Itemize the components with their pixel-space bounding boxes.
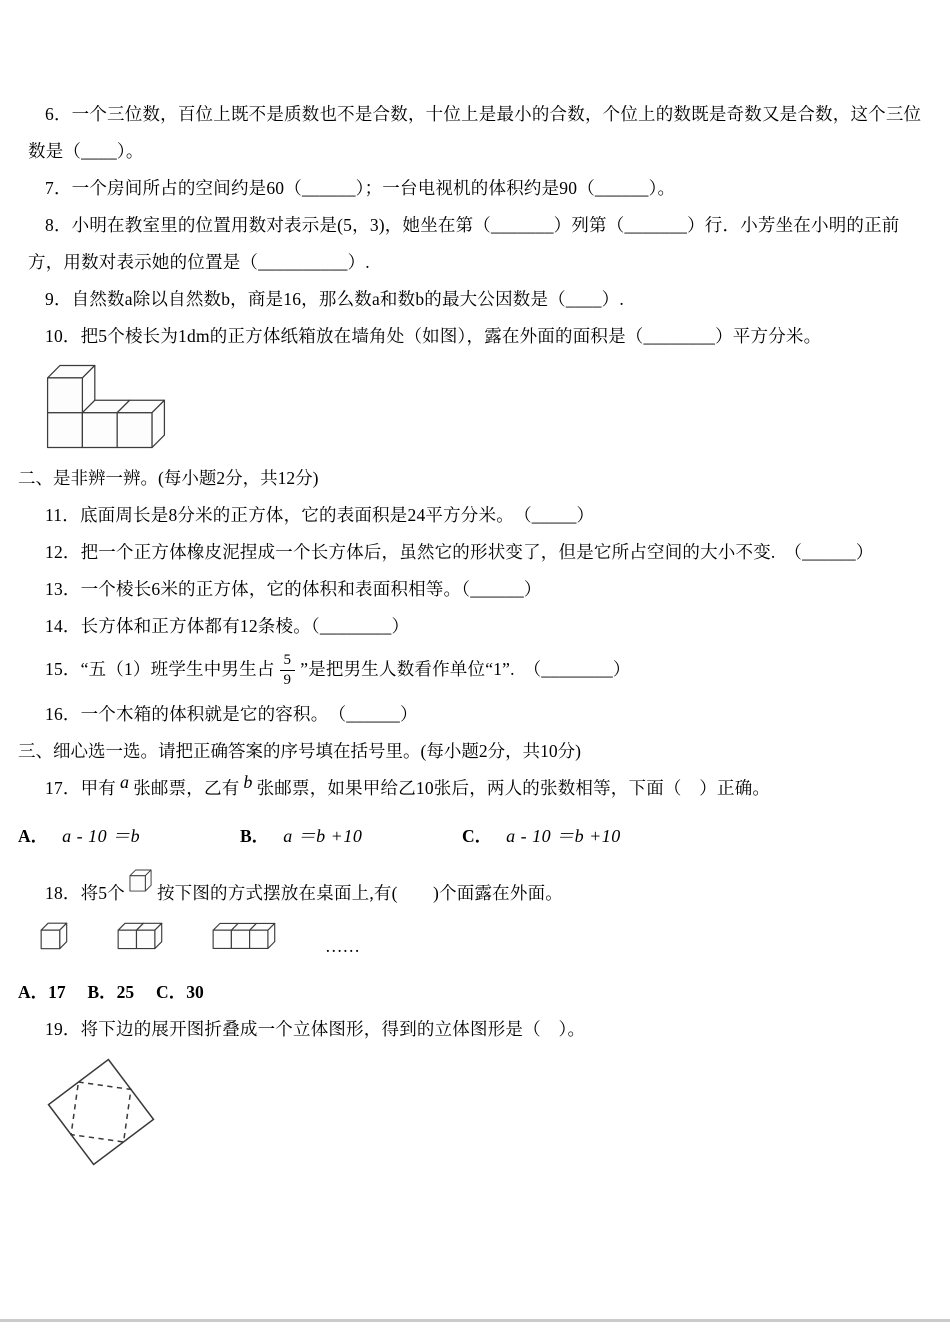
question-10: 10．把5个棱长为1dm的正方体纸箱放在墙角处（如图），露在外面的面积是（________）平方分米。	[45, 326, 822, 346]
question-15-text-pre: 15．“五（1）班学生中男生占	[45, 659, 275, 679]
two-cube-row-icon	[117, 922, 164, 956]
question-11: 11．底面周长是8分米的正方体，它的表面积是24平方分米。 （_____）	[45, 505, 595, 525]
option-b-expression: a ＝b +10	[283, 825, 363, 846]
q17-options-row	[18, 821, 928, 851]
option-a-expression: a - 10 ＝b	[62, 825, 141, 846]
option-c	[462, 821, 684, 851]
q19-net-figure	[42, 1056, 950, 1168]
fraction-5-9	[280, 652, 296, 690]
option-c-label: C．	[462, 825, 493, 846]
question-7: 7．一个房间所占的空间约是60（______）；一台电视机的体积约是90（______）。	[45, 178, 676, 198]
question-18-text-pre: 18．将5个	[45, 882, 125, 903]
question-17-text-post: 张邮票，如果甲给乙10张后，两人的张数相等，下面（ ）正确。	[256, 777, 771, 798]
question-14: 14．长方体和正方体都有12条棱。（________）	[45, 616, 410, 636]
one-cube-icon	[40, 922, 69, 956]
page-bottom-divider	[0, 1319, 950, 1322]
q18-cubes-figure	[40, 922, 950, 956]
question-17-text-mid: 张邮票，乙有	[133, 777, 240, 798]
question-15-text-post: ”是把男生人数看作单位“1”. （________）	[300, 659, 631, 679]
pyramid-net-icon	[42, 1056, 160, 1168]
question-18-text-post: 按下图的方式摆放在桌面上,有( )个面露在外面。	[156, 882, 563, 903]
fraction-numerator: 5	[280, 652, 296, 671]
variable-a: a	[120, 771, 130, 792]
question-8: 8．小明在教室里的位置用数对表示是(5，3)，她坐在第（_______）列第（_______）行．小芳坐在小明的正前方，用数对表示她的位置是（__________）.	[28, 215, 900, 272]
question-16: 16．一个木箱的体积就是它的容积。 （______）	[45, 703, 418, 724]
question-15	[0, 651, 950, 690]
question-9: 9．自然数a除以自然数b，商是16，那么数a和数b的最大公因数是（____）.	[45, 289, 624, 309]
ellipsis-text: ……	[325, 935, 360, 956]
option-b	[240, 821, 462, 851]
variable-b: b	[243, 771, 253, 792]
question-13: 13．一个棱长6米的正方体，它的体积和表面积相等。（______）	[45, 579, 542, 599]
q10-cubes-figure	[45, 363, 950, 450]
question-19: 19．将下边的展开图折叠成一个立体图形，得到的立体图形是（ ）。	[45, 1018, 586, 1039]
option-a	[18, 821, 240, 851]
question-6: 6．一个三位数，百位上既不是质数也不是合数，十位上是最小的合数，个位上的数既是奇数又是合数，这个三位数是（____）。	[28, 104, 922, 161]
section-2-title: 二、是非辨一辨。(每小题2分，共12分)	[18, 468, 319, 488]
section-3-title: 三、细心选一选。请把正确答案的序号填在括号里。(每小题2分，共10分)	[18, 740, 581, 761]
cube-icon	[129, 869, 153, 906]
option-c-expression: a - 10 ＝b +10	[506, 825, 621, 846]
option-b-label: B．	[240, 825, 270, 846]
corner-cube-stack-icon	[45, 363, 167, 450]
three-cube-row-icon	[212, 922, 277, 956]
fraction-denominator: 9	[283, 672, 292, 689]
q18-answer-choices: A．17 B．25 C．30	[18, 981, 204, 1002]
question-17-text-pre: 17．甲有	[45, 777, 116, 798]
option-a-label: A．	[18, 825, 49, 846]
question-18	[0, 869, 950, 912]
question-12: 12．把一个正方体橡皮泥捏成一个长方体后，虽然它的形状变了，但是它所占空间的大小不变. （______）	[45, 542, 874, 562]
question-17	[0, 770, 950, 807]
